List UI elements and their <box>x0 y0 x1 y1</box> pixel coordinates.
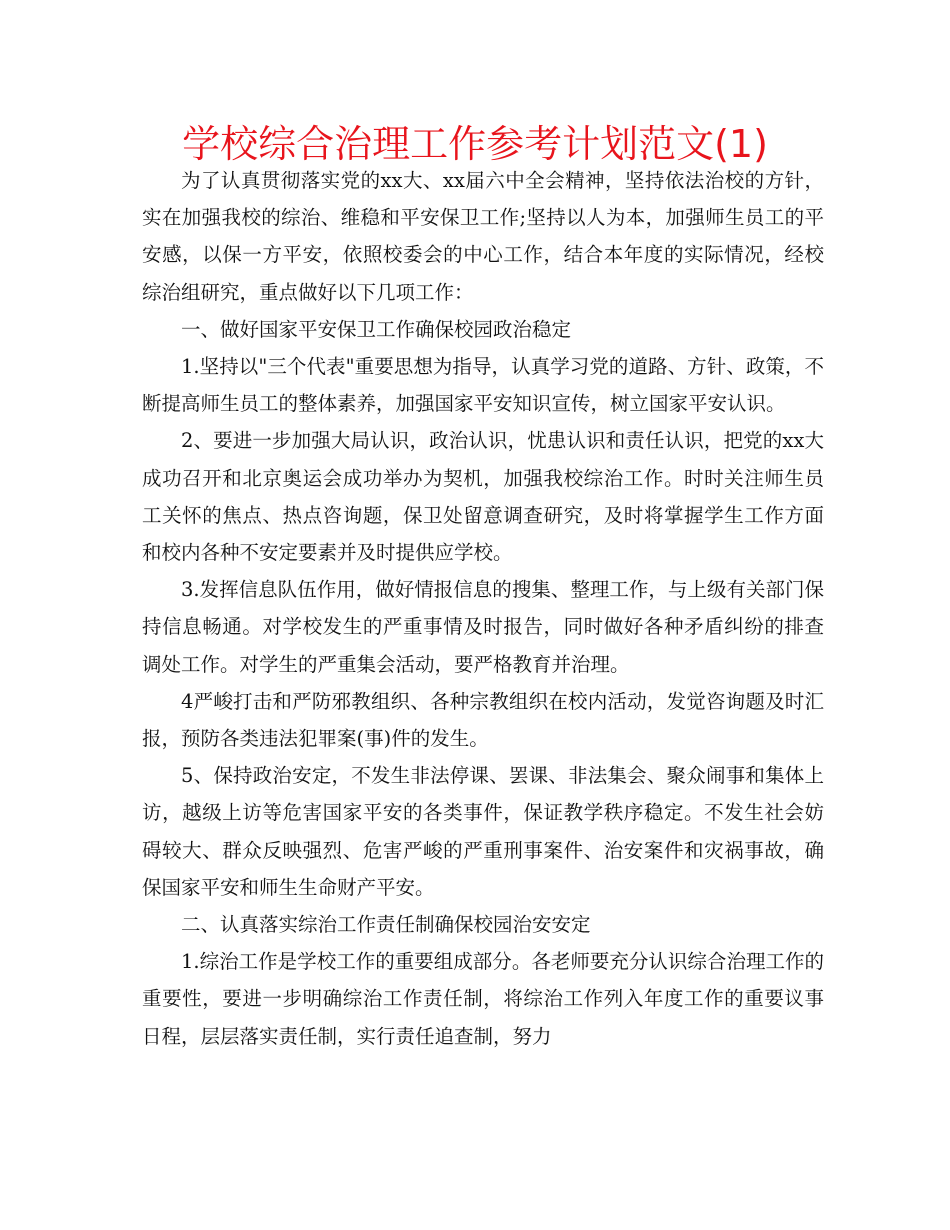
document-body <box>142 162 824 1055</box>
paragraph-intro: 为了认真贯彻落实党的xx大、xx届六中全会精神，坚持依法治校的方针，实在加强我校的综治、维稳和平安保卫工作;坚持以人为本，加强师生员工的平安感，以保一方平安，依照校委会的中心工作，结合本年度的实际情况，经校综治组研究，重点做好以下几项工作： <box>142 169 824 304</box>
paragraph-item: 5、保持政治安定，不发生非法停课、罢课、非法集会、聚众闹事和集体上访，越级上访等危害国家平安的各类事件，保证教学秩序稳定。不发生社会妨碍较大、群众反映强烈、危害严峻的严重刑事案件、治安案件和灾祸事故，确保国家平安和师生生命财产平安。 <box>142 764 824 899</box>
paragraph-item: 3.发挥信息队伍作用，做好情报信息的搜集、整理工作，与上级有关部门保持信息畅通。对学校发生的严重事情及时报告，同时做好各种矛盾纠纷的排查调处工作。对学生的严重集会活动，要严格教育并治理。 <box>142 578 824 676</box>
paragraph-item: 1.坚持以"三个代表"重要思想为指导，认真学习党的道路、方针、政策，不断提高师生员工的整体素养，加强国家平安知识宣传，树立国家平安认识。 <box>142 355 824 416</box>
paragraph-item: 1.综治工作是学校工作的重要组成部分。各老师要充分认识综合治理工作的重要性，要进一步明确综治工作责任制，将综治工作列入年度工作的重要议事日程，层层落实责任制，实行责任追查制，努力 <box>142 950 824 1048</box>
section-heading-2: 二、认真落实综治工作责任制确保校园治安安定 <box>181 913 591 937</box>
paragraph-item: 2、要进一步加强大局认识，政治认识，忧患认识和责任认识，把党的xx大成功召开和北京奥运会成功举办为契机，加强我校综治工作。时时关注师生员工关怀的焦点、热点咨询题，保卫处留意调查研究，及时将掌握学生工作方面和校内各种不安定要素并及时提供应学校。 <box>142 429 824 565</box>
paragraph-item: 4严峻打击和严防邪教组织、各种宗教组织在校内活动，发觉咨询题及时汇报，预防各类违法犯罪案(事)件的发生。 <box>142 689 824 751</box>
section-heading-1: 一、做好国家平安保卫工作确保校园政治稳定 <box>181 317 572 341</box>
document-title: 学校综合治理工作参考计划范文(1) <box>182 122 768 166</box>
